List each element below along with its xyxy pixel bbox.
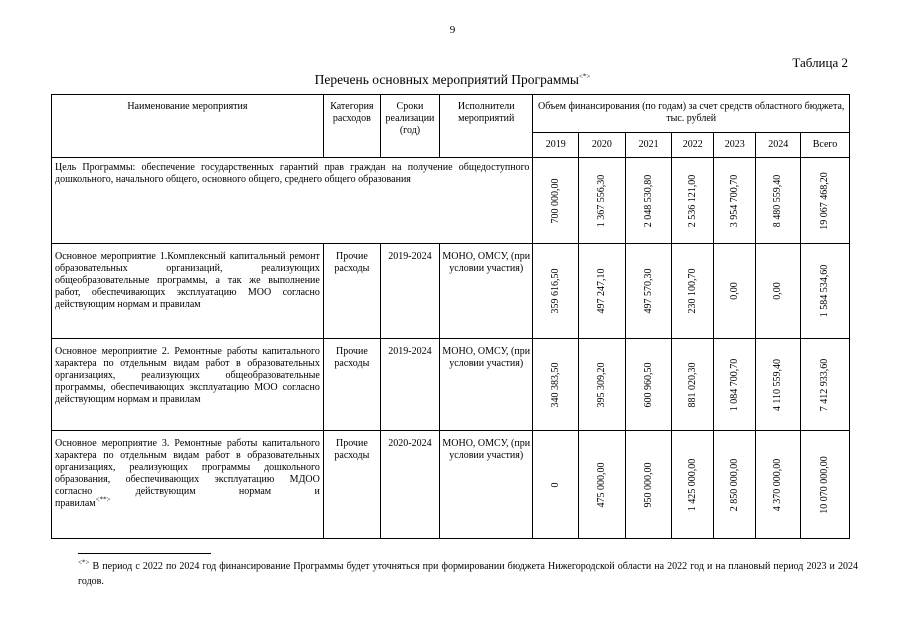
measure-name <box>52 431 324 539</box>
year-header: 2019 <box>533 133 579 158</box>
year-header: 2022 <box>672 133 714 158</box>
measure-name-end: действующим нормам и правилам <box>55 394 201 405</box>
value-text: 4 110 559,40 <box>772 358 784 411</box>
table-row <box>52 339 850 431</box>
value-cell-total <box>801 244 850 339</box>
header-period: Сроки реализации (год) <box>380 95 439 158</box>
value-text: 10 070 000,00 <box>819 455 831 514</box>
value-cell <box>672 158 714 244</box>
executors-cell: МОНО, ОМСУ, (при условии участия) <box>440 431 533 539</box>
value-text: 8 480 559,40 <box>772 174 784 227</box>
value-cell-total <box>801 431 850 539</box>
value-cell <box>625 158 672 244</box>
period-cell: 2019-2024 <box>380 244 439 339</box>
year-header: 2024 <box>756 133 801 158</box>
value-cell <box>625 431 672 539</box>
value-text: 1 084 700,70 <box>728 358 740 411</box>
value-text: 0 <box>549 482 561 487</box>
executors-cell: МОНО, ОМСУ, (при условии участия) <box>440 244 533 339</box>
value-cell <box>579 158 626 244</box>
value-cell <box>579 244 626 339</box>
value-cell-total <box>801 339 850 431</box>
executors-cell: МОНО, ОМСУ, (при условии участия) <box>440 339 533 431</box>
period-cell: 2019-2024 <box>380 339 439 431</box>
value-cell <box>756 244 801 339</box>
measures-table <box>51 94 850 539</box>
measure-name-end: действующим нормам и правилам <box>55 299 201 310</box>
table-row <box>52 244 850 339</box>
value-text: 497 570,30 <box>642 268 654 314</box>
value-text: 1 367 556,30 <box>595 174 607 227</box>
footnote-mark: <*> <box>78 558 90 567</box>
measure-name-text: Основное мероприятие 3. Ремонтные работы капитального характера по отдельным видам работ в образовательных организациях, реализующих программы дошкольного образования, обеспечивающих эксплуатацию МДОО согласно действующим нормам и <box>55 438 320 497</box>
table-row <box>52 431 850 539</box>
header-funding: Объем финансирования (по годам) за счет средств областного бюджета, тыс. рублей <box>533 95 850 133</box>
value-cell <box>713 158 756 244</box>
period-cell: 2020-2024 <box>380 431 439 539</box>
value-text: 881 020,30 <box>686 362 698 407</box>
category-cell: Прочие расходы <box>323 339 380 431</box>
value-cell <box>625 339 672 431</box>
value-cell <box>756 339 801 431</box>
value-cell <box>533 339 579 431</box>
value-cell-total <box>801 158 850 244</box>
value-text: 340 383,50 <box>549 362 561 407</box>
value-cell <box>533 244 579 339</box>
year-header-total: Всего <box>801 133 850 158</box>
measure-name-last-word: правилам <box>55 498 96 509</box>
value-text: 359 616,50 <box>549 268 561 314</box>
value-text: 4 370 000,00 <box>772 458 784 511</box>
table-title-text: Перечень основных мероприятий Программы <box>314 72 579 87</box>
value-text: 0,00 <box>728 282 740 300</box>
measure-name-text: Основное мероприятие 2. Ремонтные работы капитального характера по отдельным видам работ в образовательных организациях, реализующих общеобразовательные программы, обеспечивающих эксплуатацию МОО согласно <box>55 346 320 393</box>
value-text: 2 536 121,00 <box>686 174 698 227</box>
value-text: 475 000,00 <box>595 462 607 507</box>
value-cell <box>756 158 801 244</box>
value-text: 950 000,00 <box>642 462 654 507</box>
value-text: 19 067 468,20 <box>819 171 831 230</box>
value-text: 600 960,50 <box>642 362 654 407</box>
value-text: 497 247,10 <box>595 268 607 314</box>
footnote-divider <box>78 553 211 554</box>
value-text: 230 100,70 <box>686 268 698 314</box>
value-text: 1 425 000,00 <box>686 458 698 511</box>
header-name: Наименование мероприятия <box>52 95 324 158</box>
year-header: 2020 <box>579 133 626 158</box>
table-label: Таблица 2 <box>792 55 848 70</box>
value-text: 395 309,20 <box>595 362 607 407</box>
title-footnote-mark: <*> <box>578 72 591 81</box>
value-text: 0,00 <box>772 282 784 300</box>
measure-name <box>52 244 324 339</box>
goal-row <box>52 158 850 244</box>
row-footnote-mark: <**> <box>95 495 111 504</box>
value-text: 2 048 530,80 <box>642 174 654 227</box>
footnote <box>78 559 858 589</box>
value-text: 7 412 933,60 <box>819 358 831 411</box>
table-title <box>0 72 905 88</box>
value-cell <box>625 244 672 339</box>
value-text: 700 000,00 <box>549 178 561 223</box>
value-cell <box>672 244 714 339</box>
value-cell <box>533 431 579 539</box>
category-cell: Прочие расходы <box>323 244 380 339</box>
header-category: Категория расходов <box>323 95 380 158</box>
goal-text: Цель Программы: обеспечение государственных гарантий прав граждан на получение общедоступного дошкольного, начального общего, основного общего, среднего общего образования <box>52 158 533 244</box>
measure-name <box>52 339 324 431</box>
value-text: 2 850 000,00 <box>728 458 740 511</box>
value-cell <box>672 431 714 539</box>
measure-name-end <box>55 495 320 510</box>
value-cell <box>672 339 714 431</box>
value-cell <box>713 244 756 339</box>
header-row <box>52 95 850 133</box>
value-cell <box>756 431 801 539</box>
page-number: 9 <box>449 24 456 36</box>
value-cell <box>579 339 626 431</box>
footnote-text: В период с 2022 по 2024 год финансирование Программы будет уточняться при формировании бюджета Нижегородской области на 2022 год и на плановый период 2023 и 2024 годов. <box>78 561 858 587</box>
value-text: 3 954 700,70 <box>728 174 740 227</box>
value-cell <box>579 431 626 539</box>
year-header: 2021 <box>625 133 672 158</box>
value-cell <box>533 158 579 244</box>
year-header: 2023 <box>713 133 756 158</box>
value-text: 1 584 534,60 <box>819 264 831 318</box>
measure-name-text: Основное мероприятие 1.Комплексный капитальный ремонт образовательных организаций, реализующих общеобразовательные программы, а так же выполнение работ, обеспечивающих эксплуатацию МОО согласно <box>55 251 320 298</box>
category-cell: Прочие расходы <box>323 431 380 539</box>
header-executors: Исполнители мероприятий <box>440 95 533 158</box>
value-cell <box>713 431 756 539</box>
value-cell <box>713 339 756 431</box>
